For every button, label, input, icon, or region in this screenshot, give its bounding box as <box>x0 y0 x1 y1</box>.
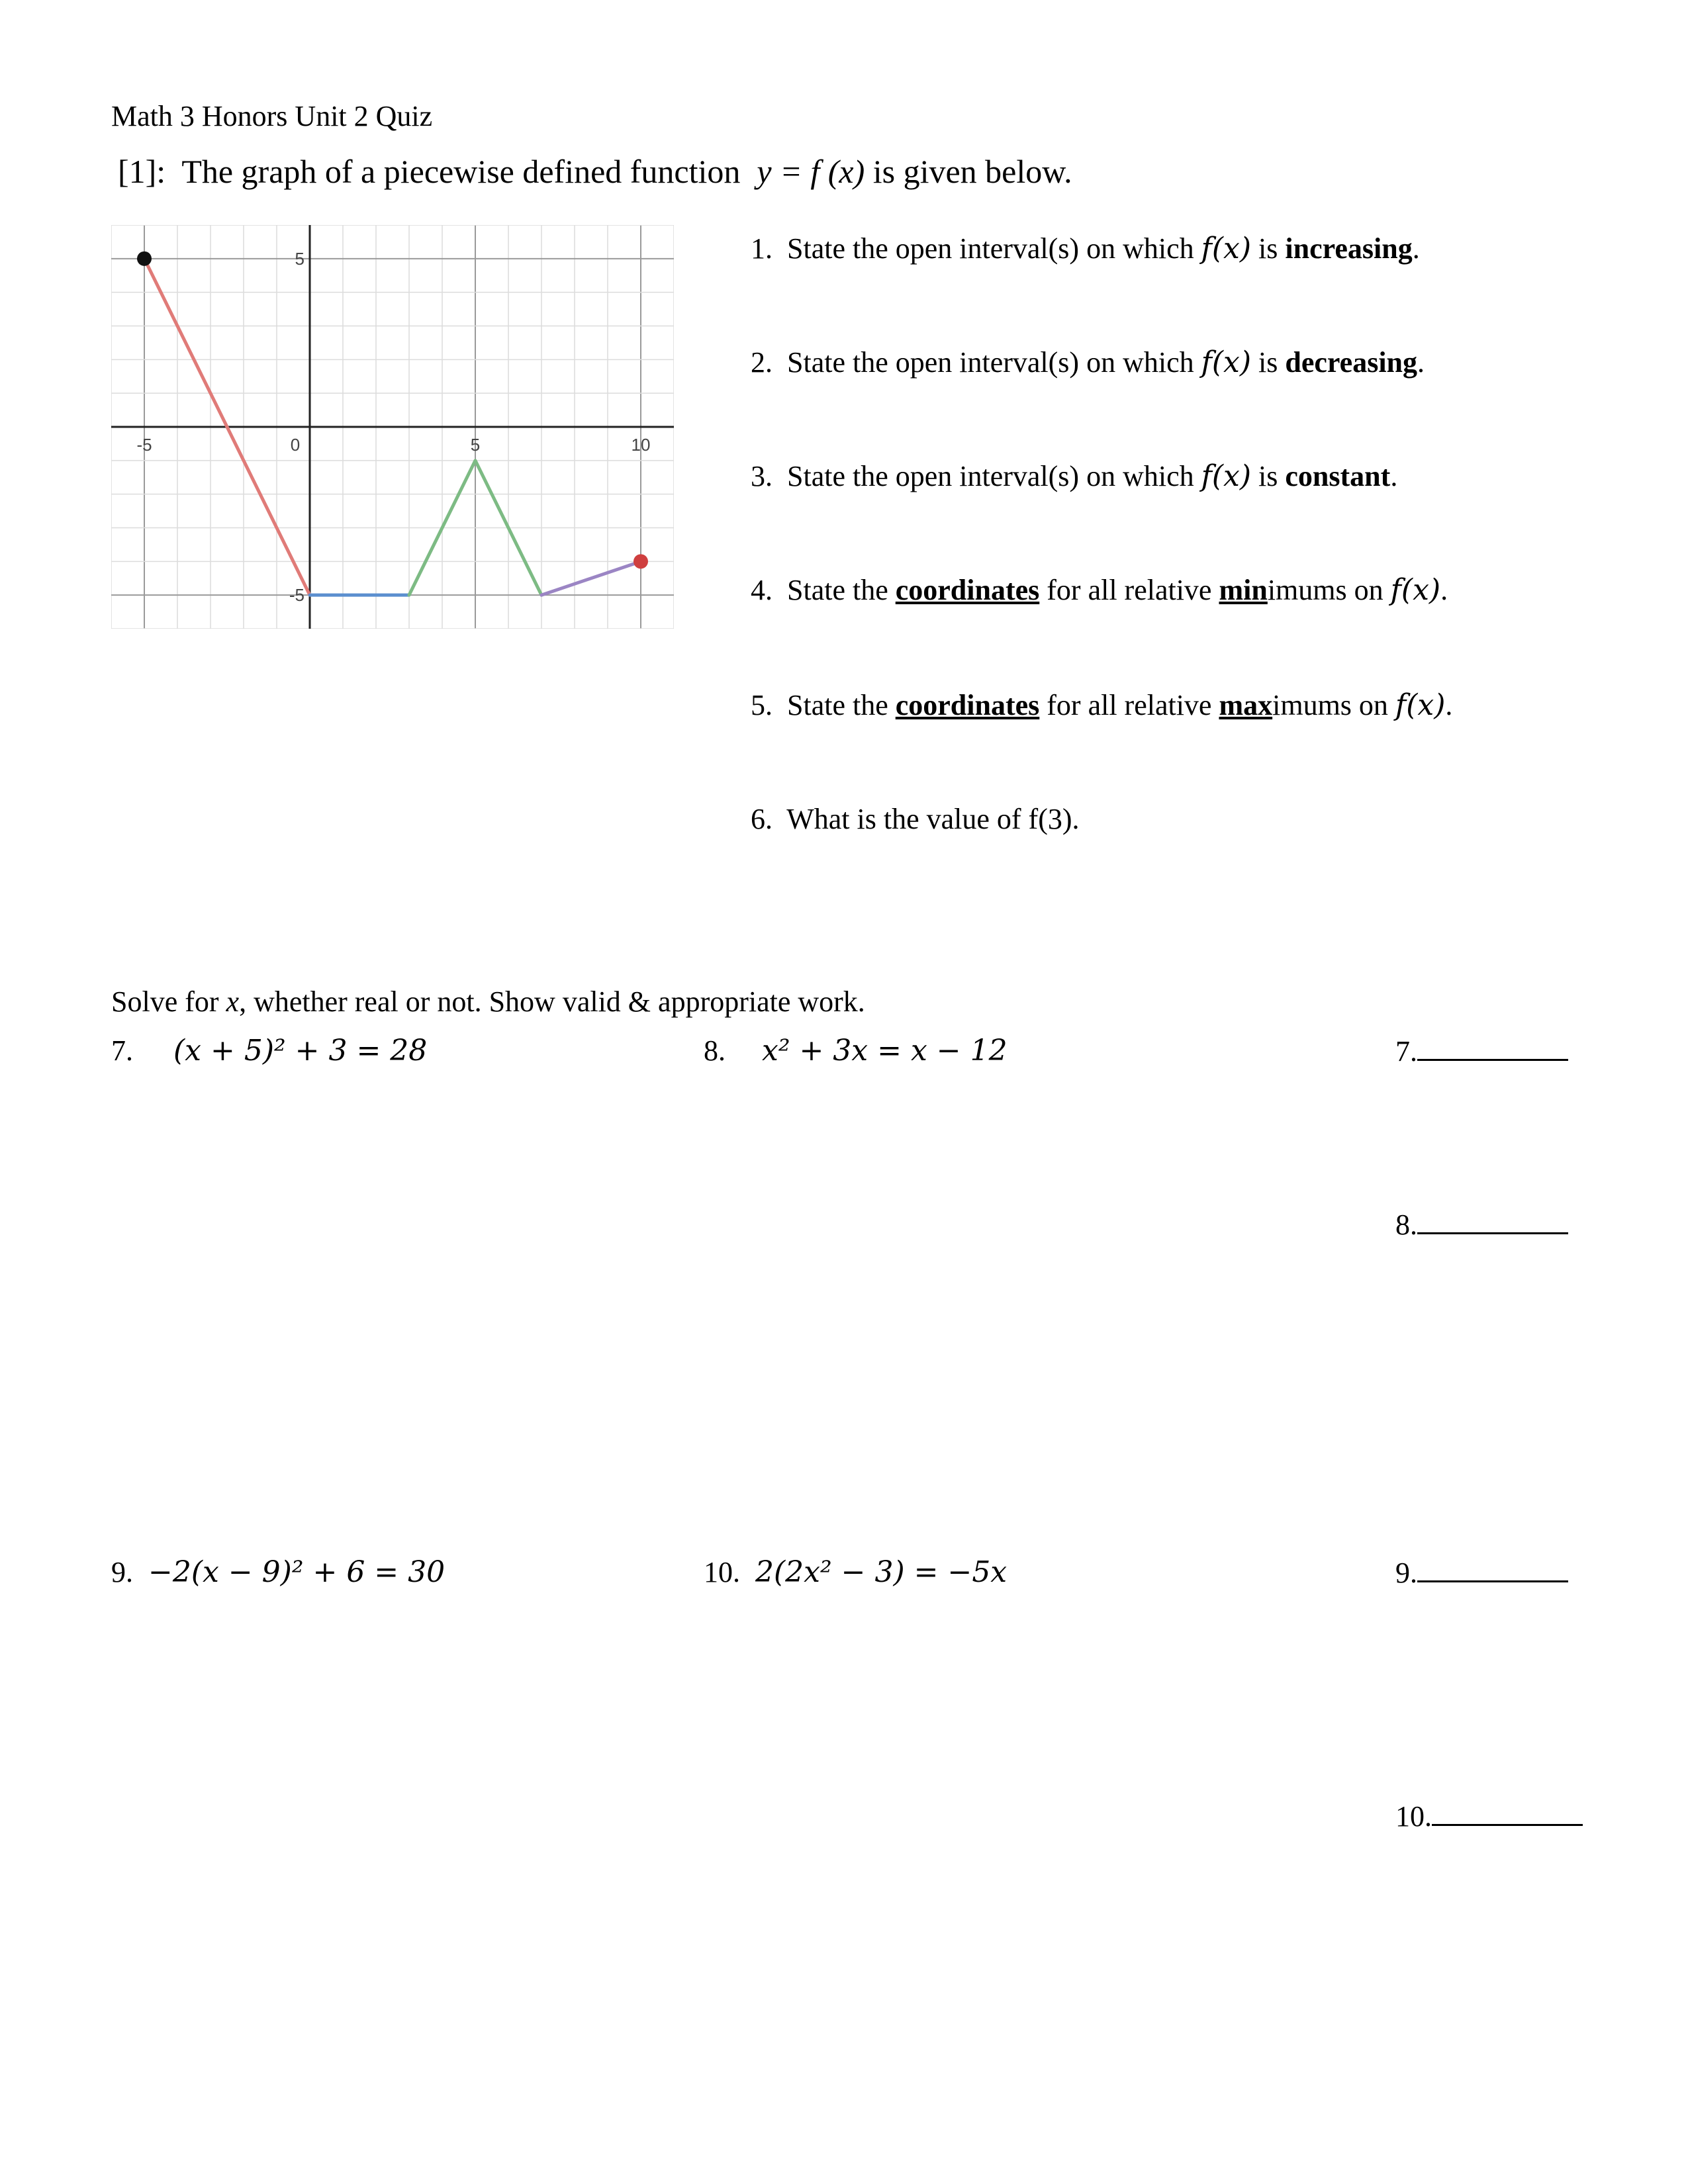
question-number: 2. <box>751 346 773 379</box>
x-tick-label: -5 <box>136 435 152 455</box>
equation-7 <box>111 1034 427 1068</box>
function-notation: f(x) <box>1395 688 1446 722</box>
answer-blank-8[interactable] <box>1395 1207 1568 1242</box>
keyword-coordinates: coordinates <box>895 689 1040 721</box>
equation-text: −2(x − 9)² + 6 = 30 <box>148 1555 445 1589</box>
question-3 <box>751 459 1397 493</box>
problem-function: y = f (x) <box>757 153 865 190</box>
instructions-text: , whether real or not. Show valid & appropriate work. <box>239 985 865 1018</box>
endpoint-2 <box>633 554 648 569</box>
equation-9 <box>111 1555 445 1589</box>
segment-4 <box>541 561 641 595</box>
answer-label: 7. <box>1395 1035 1417 1068</box>
equation-number: 7. <box>111 1034 133 1067</box>
instructions-variable: x <box>226 985 240 1018</box>
answer-label: 10. <box>1395 1800 1432 1833</box>
punctuation: . <box>1440 574 1448 606</box>
keyword-min: min <box>1219 574 1268 606</box>
equation-text: 2(2x² − 3) = −5x <box>755 1555 1008 1589</box>
y-tick-label: -5 <box>289 585 305 606</box>
equation-text: (x + 5)² + 3 = 28 <box>173 1034 428 1068</box>
question-4 <box>751 573 1448 607</box>
equation-number: 8. <box>704 1034 726 1067</box>
keyword-max: max <box>1219 689 1273 721</box>
x-tick-label: 0 <box>290 435 301 455</box>
problem-text-before: The graph of a piecewise defined function <box>181 153 741 190</box>
question-text: for all relative <box>1047 689 1212 721</box>
question-text: What is the value of f(3). <box>786 803 1080 835</box>
keyword: constant <box>1285 460 1391 492</box>
answer-line[interactable] <box>1417 1555 1568 1582</box>
answer-blank-9[interactable] <box>1395 1555 1568 1590</box>
answer-line[interactable] <box>1417 1207 1568 1234</box>
question-5 <box>751 688 1452 722</box>
question-text: State the open interval(s) on which <box>787 232 1194 265</box>
piecewise-graph <box>111 225 674 629</box>
x-tick-label: 10 <box>631 435 651 455</box>
answer-label: 9. <box>1395 1557 1417 1589</box>
question-text: imums on <box>1267 574 1383 606</box>
question-text: State the open interval(s) on which <box>787 460 1194 492</box>
endpoints <box>137 248 648 569</box>
question-number: 5. <box>751 689 773 721</box>
question-1 <box>751 232 1420 265</box>
keyword: increasing <box>1285 232 1413 265</box>
question-text: is <box>1258 232 1278 265</box>
problem-label: [1]: <box>118 153 166 190</box>
question-text: imums on <box>1272 689 1388 721</box>
keyword-coordinates: coordinates <box>895 574 1040 606</box>
equation-number: 9. <box>111 1556 133 1588</box>
punctuation: . <box>1417 346 1425 379</box>
question-number: 6. <box>751 803 773 835</box>
axes <box>111 225 674 629</box>
equation-10 <box>704 1555 1007 1589</box>
question-number: 1. <box>751 232 773 265</box>
question-text: is <box>1258 460 1278 492</box>
question-text: State the open interval(s) on which <box>787 346 1194 379</box>
answer-blank-7[interactable] <box>1395 1034 1568 1068</box>
equation-number: 10. <box>704 1556 740 1588</box>
endpoint-1 <box>137 251 152 266</box>
solve-instructions <box>111 985 865 1019</box>
function-notation: f(x) <box>1201 232 1252 265</box>
answer-line[interactable] <box>1432 1799 1583 1826</box>
problem-text-after: is given below. <box>872 153 1072 190</box>
answer-line[interactable] <box>1417 1034 1568 1061</box>
function-notation: f(x) <box>1201 345 1252 379</box>
question-text: for all relative <box>1047 574 1212 606</box>
instructions-text: Solve for <box>111 985 219 1018</box>
answer-blank-10[interactable] <box>1395 1799 1583 1833</box>
keyword: decreasing <box>1285 346 1418 379</box>
question-2 <box>751 345 1425 379</box>
question-text: State the <box>787 574 888 606</box>
page-title: Math 3 Honors Unit 2 Quiz <box>111 100 433 132</box>
question-6 <box>751 802 1080 836</box>
answer-label: 8. <box>1395 1208 1417 1241</box>
question-number: 4. <box>751 574 773 606</box>
question-text: is <box>1258 346 1278 379</box>
equation-8 <box>704 1034 1008 1068</box>
y-tick-label: 5 <box>295 248 305 269</box>
x-tick-label: 5 <box>470 435 481 455</box>
function-notation: f(x) <box>1201 459 1252 493</box>
equation-text: x² + 3x = x − 12 <box>762 1034 1008 1068</box>
problem-intro <box>118 152 1072 191</box>
punctuation: . <box>1390 460 1398 492</box>
punctuation: . <box>1445 689 1453 721</box>
punctuation: . <box>1412 232 1420 265</box>
question-number: 3. <box>751 460 773 492</box>
question-text: State the <box>787 689 888 721</box>
function-notation: f(x) <box>1390 573 1441 607</box>
